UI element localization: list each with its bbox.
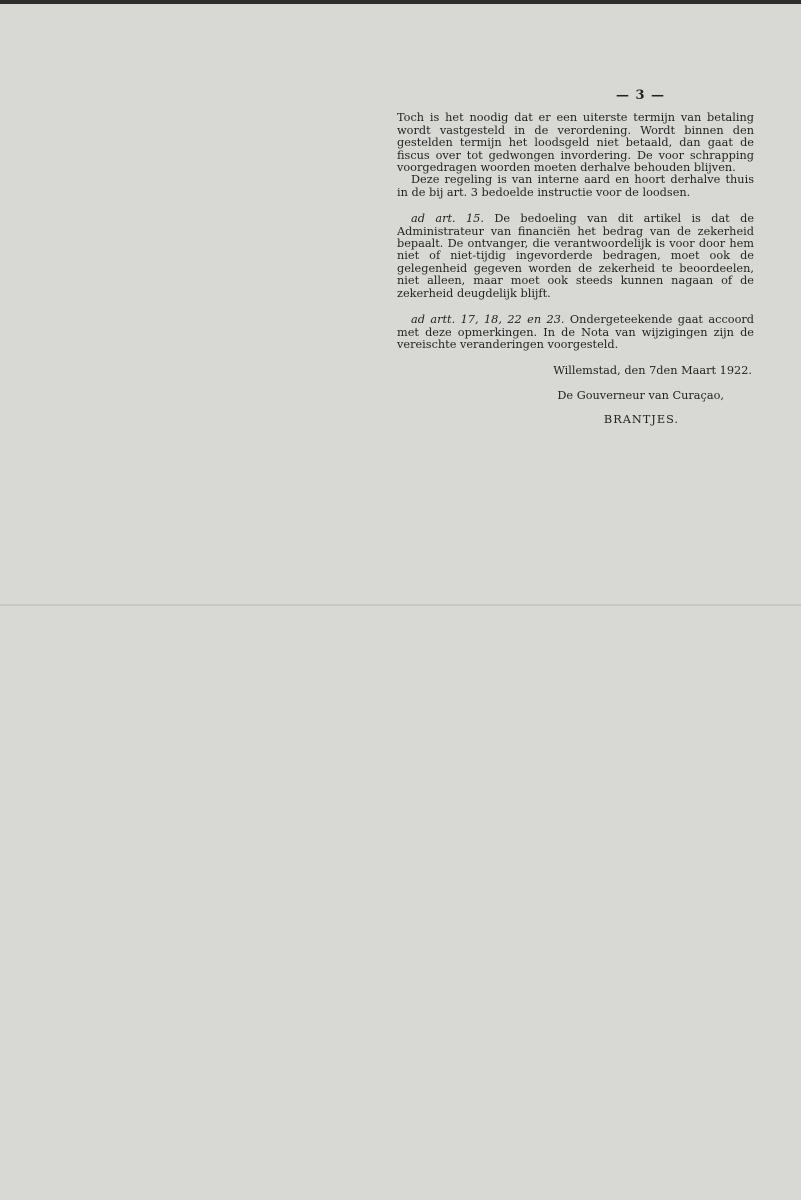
- article-ref-17-23: ad artt. 17, 18, 22 en 23.: [411, 313, 565, 327]
- article-15-text: De bedoeling van dit artikel is dat de Administrateur van financiën het bedrag van de zekerheid bepaalt. De ontvanger, die verantwoordelijk is voor door hem niet of niet-tijdig ingevorderde bedragen, moet ook de gelegenheid gegeven worden de zekerheid te beoordeelen, niet alleen, maar moet ook steeds kunnen nagaan of de zekerheid deugdelijk blijft.: [397, 212, 755, 300]
- text-column: [397, 90, 754, 427]
- governor-title: De Gouverneur van Curaçao,: [557, 388, 724, 402]
- article-ref-15: ad art. 15.: [411, 212, 484, 226]
- paragraph-art15: [397, 213, 754, 300]
- place-date: Willemstad, den 7den Maart 1922.: [553, 364, 752, 378]
- paragraph-art17-23: [397, 314, 754, 351]
- page-fold: [0, 604, 801, 606]
- page-number: — 3 —: [615, 88, 666, 103]
- article-17-23-text: Ondergeteekende gaat accoord met deze opmerkingen. In de Nota van wijzigingen zijn de vereischte veranderingen voorgesteld.: [397, 313, 755, 351]
- paragraph-1: Toch is het noodig dat er een uiterste termijn van betaling wordt vastgesteld in de verordening. Wordt binnen den gestelden termijn het loodsgeld niet betaald, dan gaat de fiscus over tot gedwongen invordering. De voor schrapping voorgedragen woorden moeten derhalve behouden blijven.: [397, 111, 754, 175]
- signature: BRANTJES.: [603, 413, 679, 427]
- document-page: [0, 4, 801, 1200]
- paragraph-2: Deze regeling is van interne aard en hoort derhalve thuis in de bij art. 3 bedoelde instructie voor de loodsen.: [397, 173, 754, 199]
